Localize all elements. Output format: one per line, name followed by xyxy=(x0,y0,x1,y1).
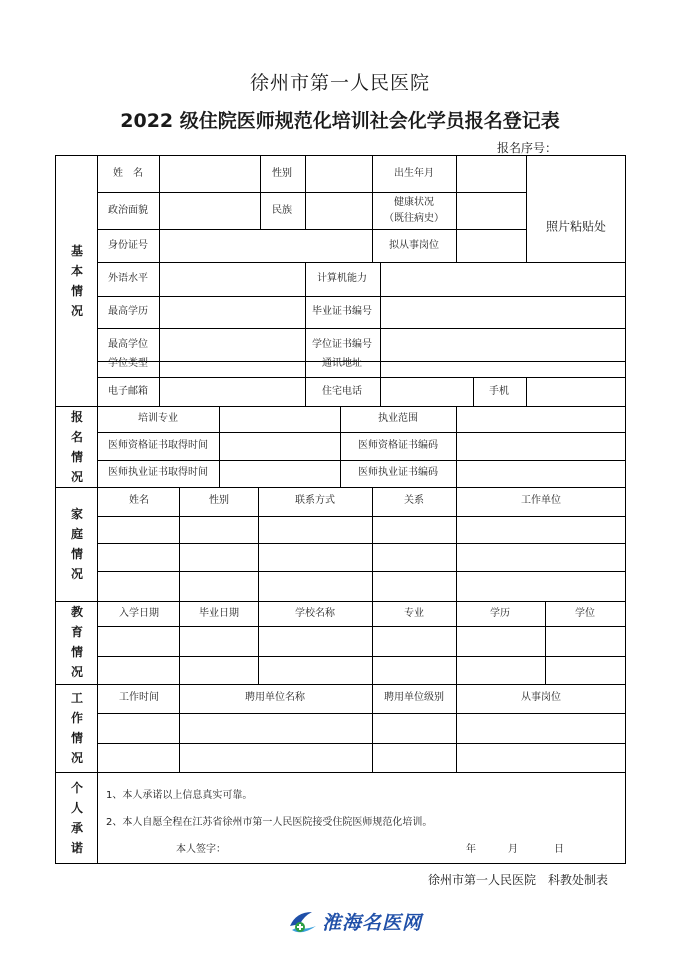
name-label: 姓 名 xyxy=(113,168,143,179)
section-education-info: 教 育 情 况 xyxy=(70,605,83,679)
ethnicity-label: 民族 xyxy=(272,205,292,216)
qualification-number-label: 医师资格证书编码 xyxy=(358,440,438,451)
work-col-period: 工作时间 xyxy=(119,692,159,703)
qualification-date-label: 医师资格证书取得时间 xyxy=(108,440,208,451)
signature-label: 本人签字： xyxy=(176,844,226,855)
highest-degree-label: 最高学位 xyxy=(108,339,148,350)
date-day-label: 日 xyxy=(554,844,564,855)
highest-education-label: 最高学历 xyxy=(108,306,148,317)
edu-col-school: 学校名称 xyxy=(295,608,335,619)
political-status-label: 政治面貌 xyxy=(108,205,148,216)
hospital-title: 徐州市第一人民医院 xyxy=(249,72,430,94)
graduation-cert-label: 毕业证书编号 xyxy=(312,306,372,317)
mobile-label: 手机 xyxy=(489,386,509,397)
work-col-employer: 聘用单位名称 xyxy=(245,692,305,703)
form-maker-note: 徐州市第一人民医院 科教处制表 xyxy=(428,873,609,887)
family-col-name: 姓名 xyxy=(129,495,149,506)
edu-col-end: 毕业日期 xyxy=(199,608,239,619)
practice-scope-label: 执业范围 xyxy=(378,413,418,424)
section-basic-info: 基 本 情 况 xyxy=(70,244,83,318)
edu-col-degree: 学位 xyxy=(575,608,595,619)
cross-badge-icon xyxy=(286,906,320,938)
family-col-gender: 性别 xyxy=(209,495,229,506)
practice-cert-date-label: 医师执业证书取得时间 xyxy=(108,467,208,478)
work-col-employer-level: 聘用单位级别 xyxy=(384,692,444,703)
birth-date-label: 出生年月 xyxy=(394,168,434,179)
health-status-label: 健康状况 （既往病史） xyxy=(384,197,444,224)
pledge-line-1: 1、本人承诺以上信息真实可靠。 xyxy=(106,790,253,801)
degree-cert-label: 学位证书编号 xyxy=(312,339,372,350)
pledge-line-2: 2、本人自愿全程在江苏省徐州市第一人民医院接受住院医师规范化培训。 xyxy=(106,817,433,828)
section-personal-pledge: 个 人 承 诺 xyxy=(70,781,83,855)
foreign-language-label: 外语水平 xyxy=(108,273,148,284)
edu-col-major: 专业 xyxy=(404,608,424,619)
training-specialty-label: 培训专业 xyxy=(138,413,178,424)
family-col-employer: 工作单位 xyxy=(521,495,561,506)
section-application-info: 报 名 情 况 xyxy=(70,410,83,484)
date-month-label: 月 xyxy=(508,844,518,855)
gender-label: 性别 xyxy=(272,168,292,179)
edu-col-start: 入学日期 xyxy=(119,608,159,619)
id-number-label: 身份证号 xyxy=(108,240,148,251)
intended-post-label: 拟从事岗位 xyxy=(389,240,439,251)
logo-text: 淮海名医网 xyxy=(322,912,423,934)
address-label: 通讯地址 xyxy=(322,358,362,369)
work-col-position: 从事岗位 xyxy=(521,692,561,703)
section-work-info: 工 作 情 况 xyxy=(70,691,83,765)
home-phone-label: 住宅电话 xyxy=(322,386,362,397)
family-col-relation: 关系 xyxy=(404,495,424,506)
email-label: 电子邮箱 xyxy=(108,386,148,397)
degree-type-label: 学位类型 xyxy=(108,358,148,369)
computer-skill-label: 计算机能力 xyxy=(317,273,367,284)
edu-col-level: 学历 xyxy=(490,608,510,619)
family-col-contact: 联系方式 xyxy=(295,495,335,506)
section-family-info: 家 庭 情 况 xyxy=(70,507,83,581)
serial-number-label: 报名序号： xyxy=(497,141,558,155)
site-logo xyxy=(286,906,436,938)
practice-cert-number-label: 医师执业证书编码 xyxy=(358,467,438,478)
registration-form-table xyxy=(55,155,626,864)
date-year-label: 年 xyxy=(466,844,476,855)
form-title: 2022 级住院医师规范化培训社会化学员报名登记表 xyxy=(120,110,560,132)
photo-placeholder: 照片粘贴处 xyxy=(545,219,607,234)
